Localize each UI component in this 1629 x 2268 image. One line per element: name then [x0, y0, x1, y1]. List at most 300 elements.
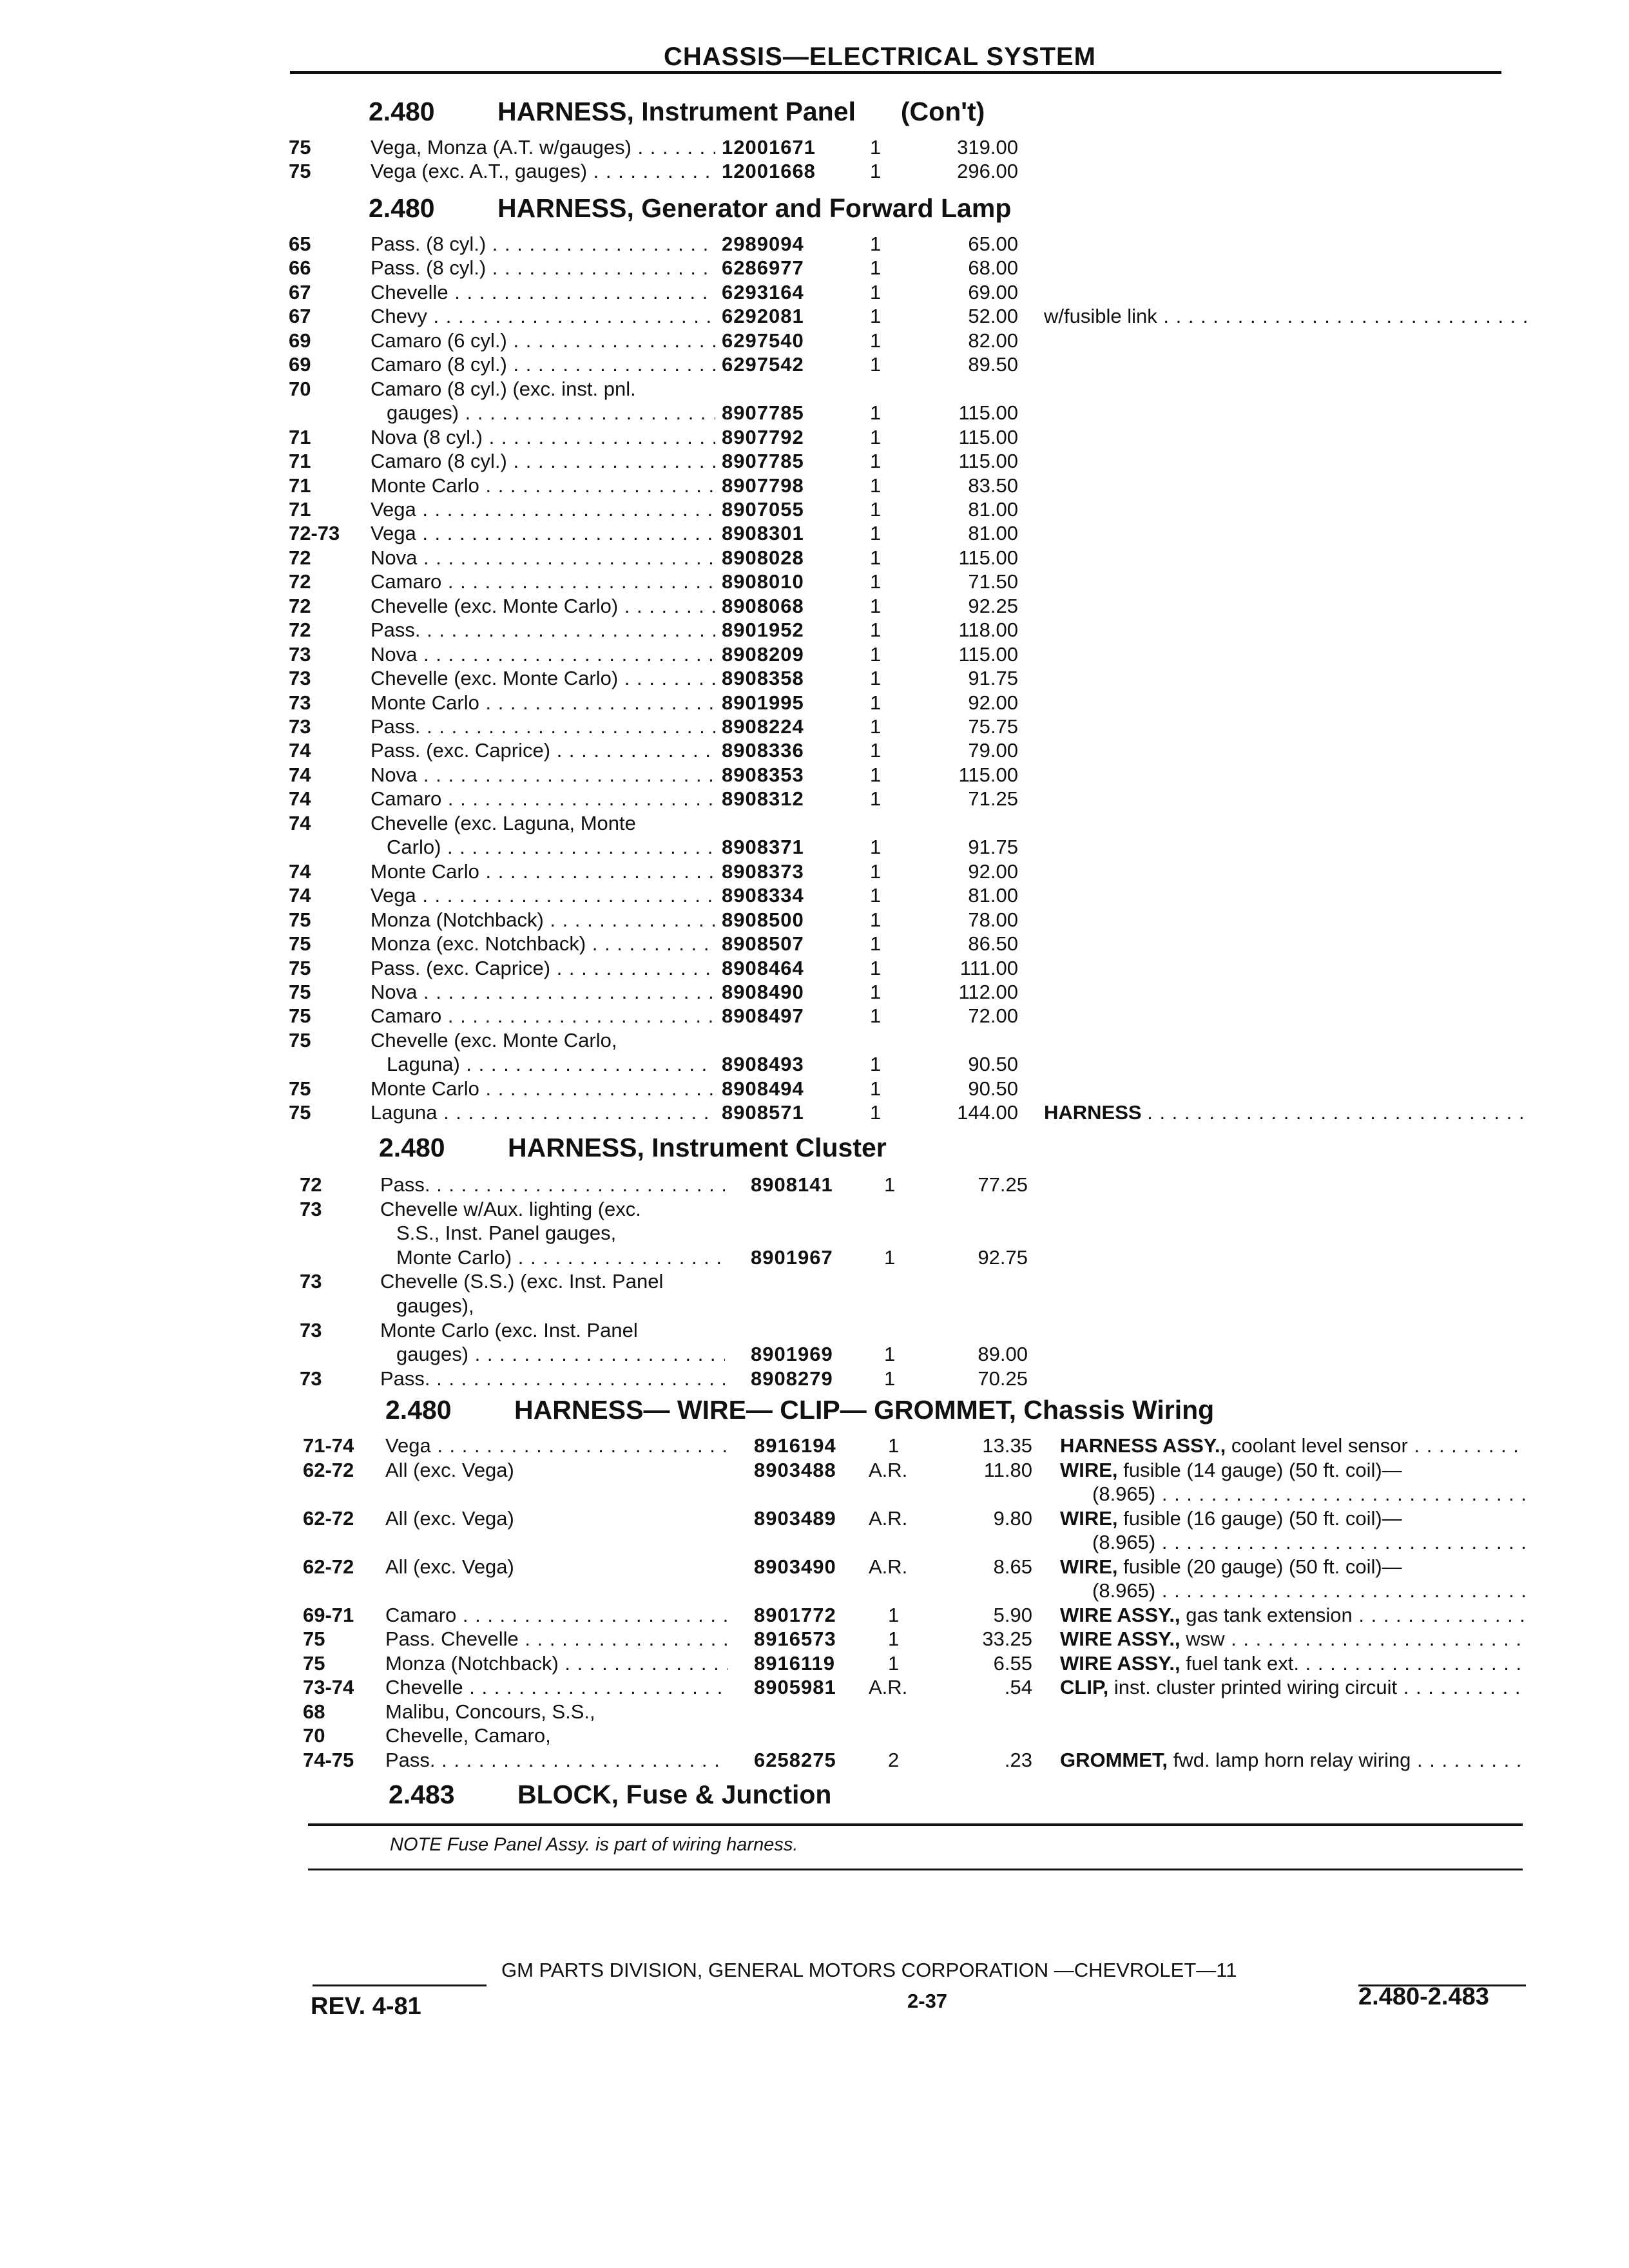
part-description: Pass. Chevelle . . . [385, 1627, 728, 1651]
table-row [0, 908, 1629, 932]
price: 69.00 [968, 281, 1018, 303]
part-number: 8903489 [754, 1507, 836, 1530]
part-note-text: wsw [1186, 1628, 1225, 1650]
part-description: Pass. . . . [380, 1367, 725, 1391]
header-rule [290, 71, 1501, 74]
part-description: gauges) . . . [396, 1342, 725, 1367]
quantity: 1 [888, 1628, 900, 1650]
price: 5.90 [993, 1604, 1032, 1626]
part-description: Vega . . . [371, 497, 715, 522]
part-number: 8908141 [751, 1173, 833, 1196]
part-note-name: HARNESS ASSY., [1060, 1434, 1226, 1457]
part-number: 8903490 [754, 1555, 836, 1578]
quantity: 1 [870, 450, 882, 472]
model-year: 62-72 [303, 1555, 354, 1578]
quantity: 1 [870, 498, 882, 521]
part-description: Monza (Notchback) . . . [371, 908, 715, 932]
section-number: 2.480 [369, 193, 435, 223]
table-row [0, 835, 1629, 860]
quantity: 1 [870, 160, 882, 182]
table-row [0, 304, 1629, 329]
part-description: Camaro . . . [385, 1603, 728, 1628]
part-description: Pass. (exc. Caprice) . . . [371, 738, 715, 763]
price: 82.00 [968, 329, 1018, 352]
model-year: 72-73 [289, 522, 340, 544]
table-row [0, 594, 1629, 619]
part-number: 6286977 [722, 256, 804, 279]
table-row [0, 691, 1629, 715]
quantity: A.R. [869, 1676, 908, 1698]
part-description: Camaro (6 cyl.) . . . [371, 329, 715, 353]
price: 86.50 [968, 932, 1018, 955]
table-row [0, 1530, 1629, 1555]
model-year: 74 [289, 787, 311, 810]
table-row [0, 666, 1629, 691]
part-note-name: WIRE ASSY., [1060, 1628, 1181, 1650]
table-row [0, 425, 1629, 450]
model-year: 62-72 [303, 1507, 354, 1530]
part-description: Chevy . . . [371, 304, 715, 329]
part-note-text: (8.965) [1092, 1579, 1156, 1602]
part-number: 8908353 [722, 764, 804, 786]
part-description: Chevelle . . . [385, 1675, 728, 1700]
model-year: 73 [289, 667, 311, 689]
section-number: 2.480 [379, 1133, 445, 1162]
table-row [0, 135, 1629, 160]
part-description: Vega (exc. A.T., gauges) . . . [371, 159, 715, 184]
part-description: Nova . . . [371, 980, 715, 1004]
table-row [0, 546, 1629, 570]
part-number: 8907055 [722, 498, 804, 521]
part-description: Chevelle (exc. Monte Carlo, [371, 1029, 617, 1052]
table-row [0, 1318, 1629, 1343]
model-year: 75 [289, 908, 311, 931]
part-description: Pass. (8 cyl.) . . . [371, 256, 715, 280]
part-note-text: gas tank extension [1186, 1604, 1353, 1626]
part-description: Monza (Notchback) . . . [385, 1651, 728, 1676]
part-note [1060, 1748, 1527, 1773]
price: 70.25 [978, 1367, 1028, 1390]
part-description: Nova . . . [371, 642, 715, 667]
table-row [0, 1434, 1629, 1458]
model-year: 67 [289, 305, 311, 327]
part-description: Monte Carlo . . . [371, 860, 715, 884]
table-row [0, 811, 1629, 836]
quantity: 1 [870, 957, 882, 979]
part-number: 8908507 [722, 932, 804, 955]
table-row [0, 1100, 1629, 1125]
footer-rule-left [313, 1984, 487, 1986]
table-row [0, 1077, 1629, 1101]
model-year: 75 [289, 957, 311, 979]
part-number: 8908336 [722, 739, 804, 762]
part-note [1060, 1603, 1527, 1628]
quantity: 1 [870, 595, 882, 617]
part-description: Camaro (8 cyl.) . . . [371, 352, 715, 377]
model-year: 75 [289, 136, 311, 159]
table-row [0, 1294, 1629, 1318]
quantity: A.R. [869, 1459, 908, 1481]
footer-rev: REV. 4-81 [311, 1993, 421, 2020]
model-year: 75 [289, 160, 311, 182]
part-number: 8907785 [722, 450, 804, 472]
table-row [0, 763, 1629, 787]
section-title: HARNESS, Instrument Cluster [508, 1133, 887, 1162]
quantity: 1 [870, 643, 882, 666]
part-number: 8908373 [722, 860, 804, 883]
model-year: 75 [303, 1628, 325, 1650]
part-number: 8908334 [722, 884, 804, 907]
part-number: 8908571 [722, 1101, 804, 1124]
table-row [0, 1028, 1629, 1053]
part-description: gauges) . . . [387, 401, 715, 425]
price: 92.75 [978, 1246, 1028, 1269]
model-year: 75 [289, 981, 311, 1003]
table-row [0, 1627, 1629, 1651]
part-number: 8901967 [751, 1246, 833, 1269]
quantity: 1 [870, 426, 882, 448]
part-description: Camaro . . . [371, 787, 715, 811]
part-note-name: CLIP, [1060, 1676, 1109, 1698]
model-year: 75 [289, 1029, 311, 1052]
table-row [0, 883, 1629, 908]
section-heading [379, 1133, 887, 1163]
part-number: 8908371 [722, 836, 804, 858]
price: 89.50 [968, 353, 1018, 376]
section-heading [369, 193, 1011, 224]
section-title: HARNESS— WIRE— CLIP— GROMMET, Chassis Wiring [514, 1395, 1215, 1425]
quantity: 1 [870, 764, 882, 786]
part-note [1044, 1100, 1527, 1125]
part-number: 8908493 [722, 1053, 804, 1075]
price: 11.80 [983, 1459, 1032, 1481]
model-year: 68 [303, 1700, 325, 1723]
price: 77.25 [978, 1173, 1028, 1196]
quantity: 1 [888, 1434, 900, 1457]
section-title: HARNESS, Instrument Panel [497, 97, 856, 126]
part-note-name: WIRE ASSY., [1060, 1604, 1181, 1626]
model-year: 75 [289, 932, 311, 955]
part-description: Nova . . . [371, 763, 715, 787]
part-number: 8908358 [722, 667, 804, 689]
model-year: 75 [303, 1652, 325, 1675]
model-year: 66 [289, 256, 311, 279]
part-description: Pass. (exc. Caprice) . . . [371, 956, 715, 981]
price: 118.00 [958, 619, 1018, 641]
section-title: HARNESS, Generator and Forward Lamp [497, 193, 1012, 223]
part-note-text: fusible (16 gauge) (50 ft. coil)— [1123, 1507, 1402, 1530]
part-note-name: HARNESS [1044, 1101, 1142, 1124]
table-row [0, 256, 1629, 280]
price: 71.50 [968, 570, 1018, 593]
part-description: Pass. . . . [371, 618, 715, 642]
price: 9.80 [993, 1507, 1032, 1530]
part-number: 8901995 [722, 691, 804, 714]
price: .54 [1004, 1676, 1032, 1698]
model-year: 73-74 [303, 1676, 354, 1698]
quantity: 1 [870, 233, 882, 255]
part-number: 8907792 [722, 426, 804, 448]
table-row [0, 570, 1629, 594]
part-number: 6258275 [754, 1749, 836, 1771]
part-description: Vega . . . [385, 1434, 728, 1458]
model-year: 69 [289, 329, 311, 352]
table-row [0, 787, 1629, 811]
part-description: Monza (exc. Notchback) . . . [371, 932, 715, 956]
model-year: 70 [289, 378, 311, 400]
model-year: 72 [289, 570, 311, 593]
part-description: Chevelle (exc. Monte Carlo) . . . [371, 666, 715, 691]
model-year: 74 [289, 812, 311, 834]
price: 72.00 [968, 1004, 1018, 1027]
part-note-text: (8.965) [1092, 1531, 1156, 1553]
part-description: Chevelle w/Aux. lighting (exc. [380, 1198, 641, 1220]
price: 319.00 [957, 136, 1018, 159]
price: 91.75 [968, 667, 1018, 689]
price: 112.00 [958, 981, 1018, 1003]
price: 92.25 [968, 595, 1018, 617]
part-number: 2989094 [722, 233, 804, 255]
model-year: 73 [289, 691, 311, 714]
table-row [0, 449, 1629, 474]
part-note [1092, 1482, 1527, 1506]
part-number: 6297540 [722, 329, 804, 352]
table-row [0, 1724, 1629, 1748]
price: 91.75 [968, 836, 1018, 858]
model-year: 73 [300, 1270, 322, 1293]
part-note [1060, 1555, 1527, 1579]
quantity: 1 [870, 667, 882, 689]
quantity: 1 [870, 546, 882, 569]
price: 78.00 [968, 908, 1018, 931]
part-description: Camaro (8 cyl.) . . . [371, 449, 715, 474]
table-row [0, 980, 1629, 1004]
quantity: 1 [870, 884, 882, 907]
price: .23 [1004, 1749, 1032, 1771]
part-number: 8908209 [722, 643, 804, 666]
part-note [1060, 1675, 1527, 1700]
model-year: 72 [300, 1173, 322, 1196]
footer-section-range: 2.480-2.483 [1358, 1983, 1489, 2010]
table-row [0, 1197, 1629, 1222]
part-description: Pass. . . . [371, 715, 715, 739]
table-row [0, 497, 1629, 522]
table-row [0, 956, 1629, 981]
page-header: CHASSIS—ELECTRICAL SYSTEM [664, 43, 1096, 71]
table-row [0, 1555, 1629, 1579]
part-number: 8901969 [751, 1343, 833, 1365]
price: 89.00 [978, 1343, 1028, 1365]
quantity: 1 [870, 981, 882, 1003]
price: 115.00 [958, 426, 1018, 448]
part-description: Chevelle (exc. Monte Carlo) . . . [371, 594, 715, 619]
price: 115.00 [958, 450, 1018, 472]
part-description: Monte Carlo (exc. Inst. Panel [380, 1319, 638, 1341]
section-heading [389, 1780, 831, 1810]
price: 68.00 [968, 256, 1018, 279]
price: 71.25 [968, 787, 1018, 810]
part-description: Pass. . . . [385, 1748, 728, 1773]
part-description: Camaro . . . [371, 1004, 715, 1028]
quantity: 1 [870, 932, 882, 955]
part-description: Nova (8 cyl.) . . . [371, 425, 715, 450]
part-number: 8907785 [722, 401, 804, 424]
quantity: 1 [870, 715, 882, 738]
quantity: 1 [870, 474, 882, 497]
quantity: 1 [888, 1652, 900, 1675]
table-row [0, 280, 1629, 305]
quantity: 1 [870, 522, 882, 544]
price: 83.50 [968, 474, 1018, 497]
model-year: 69-71 [303, 1604, 354, 1626]
part-description: Vega, Monza (A.T. w/gauges) . . . [371, 135, 715, 160]
part-note-name: WIRE, [1060, 1555, 1118, 1578]
table-row [0, 1221, 1629, 1245]
quantity: 1 [884, 1367, 896, 1390]
part-description: Vega . . . [371, 883, 715, 908]
quantity: 1 [870, 787, 882, 810]
section-number: 2.483 [389, 1780, 455, 1809]
quantity: 1 [870, 1053, 882, 1075]
section-number: 2.480 [385, 1395, 452, 1425]
part-number: 8908490 [722, 981, 804, 1003]
part-number: 8908500 [722, 908, 804, 931]
part-description: gauges), [396, 1294, 474, 1317]
quantity: 1 [888, 1604, 900, 1626]
table-row [0, 232, 1629, 256]
table-row [0, 352, 1629, 377]
part-number: 8901772 [754, 1604, 836, 1626]
model-year: 71 [289, 498, 311, 521]
price: 115.00 [958, 643, 1018, 666]
table-row [0, 159, 1629, 184]
model-year: 74 [289, 860, 311, 883]
table-row [0, 618, 1629, 642]
table-row [0, 1675, 1629, 1700]
table-row [0, 1004, 1629, 1028]
part-description: Camaro . . . [371, 570, 715, 594]
model-year: 71 [289, 426, 311, 448]
quantity: 1 [870, 256, 882, 279]
part-note-text: coolant level sensor [1231, 1434, 1408, 1457]
part-note [1060, 1627, 1527, 1651]
price: 81.00 [968, 498, 1018, 521]
part-description: Chevelle . . . [371, 280, 715, 305]
part-note-text: fusible (14 gauge) (50 ft. coil)— [1123, 1459, 1402, 1481]
table-row [0, 1579, 1629, 1603]
price: 6.55 [993, 1652, 1032, 1675]
part-description: Malibu, Concours, S.S., [385, 1700, 595, 1723]
part-description: Carlo) . . . [387, 835, 715, 860]
part-description: Vega . . . [371, 521, 715, 546]
model-year: 72 [289, 619, 311, 641]
part-note-text: w/fusible link [1044, 305, 1157, 327]
part-description: Chevelle (S.S.) (exc. Inst. Panel [380, 1270, 664, 1293]
model-year: 74 [289, 884, 311, 907]
price: 81.00 [968, 522, 1018, 544]
table-row [0, 1700, 1629, 1724]
part-description: Monte Carlo . . . [371, 691, 715, 715]
part-description: Pass. . . . [380, 1173, 725, 1197]
part-note [1060, 1506, 1527, 1531]
table-row [0, 1173, 1629, 1197]
part-description: All (exc. Vega) [385, 1507, 514, 1530]
part-note-text: fwd. lamp horn relay wiring [1173, 1749, 1411, 1771]
price: 296.00 [957, 160, 1018, 182]
model-year: 75 [289, 1077, 311, 1100]
table-row [0, 1748, 1629, 1773]
footer-page-number: 2-37 [907, 1990, 948, 2012]
part-note-name: WIRE ASSY., [1060, 1652, 1181, 1675]
price: 92.00 [968, 860, 1018, 883]
quantity: 1 [870, 1004, 882, 1027]
quantity: 2 [888, 1749, 900, 1771]
part-number: 12001668 [722, 160, 816, 182]
model-year: 73 [300, 1319, 322, 1341]
price: 115.00 [958, 546, 1018, 569]
model-year: 73 [289, 715, 311, 738]
part-note-name: WIRE, [1060, 1459, 1118, 1481]
table-row [0, 1482, 1629, 1506]
part-number: 8916573 [754, 1628, 836, 1650]
model-year: 74 [289, 764, 311, 786]
quantity: 1 [870, 329, 882, 352]
part-number: 8908494 [722, 1077, 804, 1100]
table-row [0, 401, 1629, 425]
model-year: 70 [303, 1724, 325, 1747]
table-row [0, 1458, 1629, 1483]
quantity: 1 [870, 691, 882, 714]
section-heading [385, 1395, 1214, 1425]
table-row [0, 715, 1629, 739]
price: 65.00 [968, 233, 1018, 255]
part-note [1092, 1579, 1527, 1603]
footer-division: GM PARTS DIVISION, GENERAL MOTORS CORPORATION —CHEVROLET—11 [501, 1959, 1237, 1981]
model-year: 75 [289, 1101, 311, 1124]
quantity: 1 [884, 1343, 896, 1365]
note-rule-bottom [308, 1869, 1523, 1870]
quantity: 1 [870, 136, 882, 159]
table-row [0, 521, 1629, 546]
part-number: 8908068 [722, 595, 804, 617]
part-number: 8916119 [754, 1652, 835, 1675]
note-text: NOTE Fuse Panel Assy. is part of wiring harness. [390, 1834, 798, 1855]
price: 111.00 [959, 957, 1018, 979]
part-number: 6292081 [722, 305, 804, 327]
section-title: BLOCK, Fuse & Junction [517, 1780, 832, 1809]
section-heading [369, 97, 985, 127]
price: 90.50 [968, 1053, 1018, 1075]
table-row [0, 1245, 1629, 1270]
quantity: 1 [870, 908, 882, 931]
part-note [1060, 1651, 1527, 1676]
table-row [0, 1269, 1629, 1294]
part-note-text: fuel tank ext. [1186, 1652, 1300, 1675]
part-number: 8903488 [754, 1459, 836, 1481]
price: 79.00 [968, 739, 1018, 762]
section-suffix: (Con't) [900, 97, 985, 126]
price: 115.00 [958, 401, 1018, 424]
part-number: 8908010 [722, 570, 804, 593]
part-note-name: GROMMET, [1060, 1749, 1168, 1771]
quantity: 1 [870, 401, 882, 424]
part-description: Laguna . . . [371, 1100, 715, 1125]
part-number: 8908224 [722, 715, 804, 738]
part-note [1060, 1458, 1527, 1483]
model-year: 62-72 [303, 1459, 354, 1481]
table-row [0, 1603, 1629, 1628]
quantity: 1 [870, 1077, 882, 1100]
